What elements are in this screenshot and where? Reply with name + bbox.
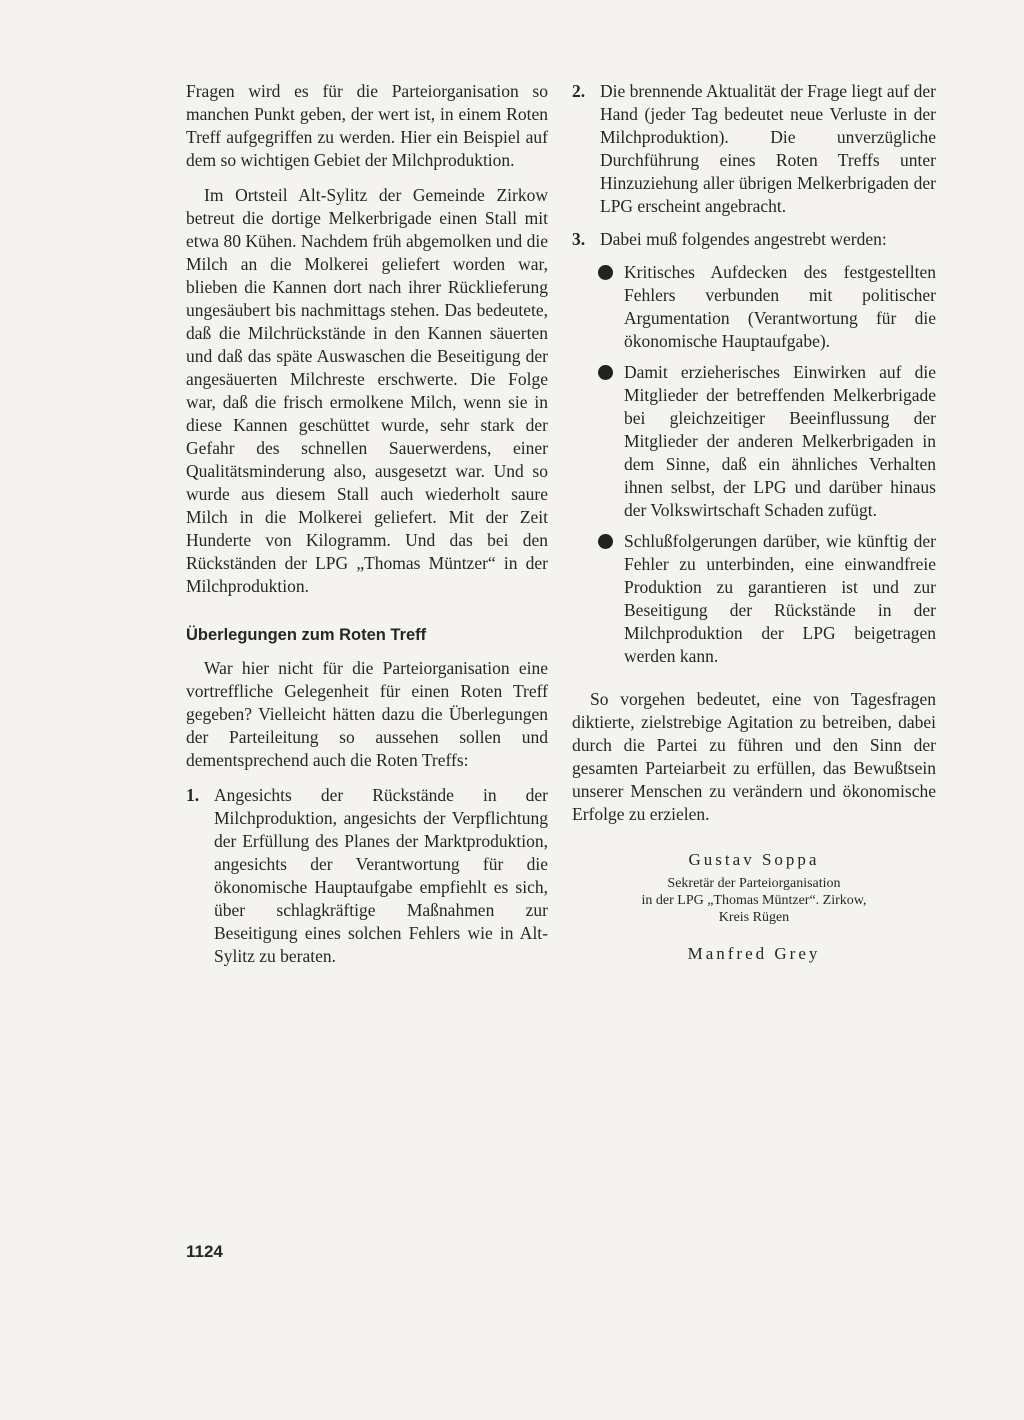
bullet-item xyxy=(598,261,936,353)
numbered-item-2 xyxy=(572,80,936,218)
closing-paragraph: So vorgehen bedeutet, eine von Tagesfragen diktierte, zielstrebige Agitation zu betreiben, dabei durch die Partei zu führen und den Sinn der gesamten Parteiarbeit zu erfüllen, das Bewußtsein unserer Menschen zu verändern und ökonomische Erfolge zu erzielen. xyxy=(572,689,936,824)
author-role-line: Kreis Rügen xyxy=(718,910,790,925)
page-number: 1124 xyxy=(186,1242,223,1261)
item-text: Dabei muß folgendes angestrebt werden: xyxy=(600,229,887,249)
paragraph-intro: Fragen wird es für die Parteiorganisation so manchen Punkt geben, der wert ist, in einem Roten Treff aufgegriffen zu werden. Hier ein Beispiel auf dem so wichtigen Gebiet der Milchproduktion. xyxy=(186,81,548,170)
bullet-text: Kritisches Aufdecken des festgestellten Fehlers verbunden mit politischer Argumentation (Verantwortung für die ökonomische Hauptaufgabe). xyxy=(624,262,936,351)
right-column xyxy=(572,80,936,969)
paragraph-example: Im Ortsteil Alt-Sylitz der Gemeinde Zirkow betreut die dortige Melkerbrigade einen Stall mit etwa 80 Kühen. Nachdem früh abgemolken und die Milch an die Molkerei geliefert worden war, blieben die Kannen dort nach ihrer Rücklieferung ungesäubert bis nachmittags stehen. Das bedeutete, daß die Milchrückstände in den Kannen säuerten und daß das späte Auswaschen die Beseitigung der angesäuerten Milchreste erschwerte. Die Folge war, daß die frisch ermolkene Milch, wenn sie in diese Kannen geschüttet wurde, sehr stark der Gefahr des schnellen Sauerwerdens, einer Qualitätsminderung also, ausgesetzt war. Und so wurde aus diesem Stall auch wiederholt saure Milch in die Molkerei geliefert. Mit der Zeit Hunderte von Kilogramm. Und das bei den Rückständen der LPG „Thomas Müntzer“ in der Milchproduktion. xyxy=(186,185,548,596)
author-role-line: in der LPG „Thomas Müntzer“. Zirkow, xyxy=(641,893,867,908)
bullet-item xyxy=(598,530,936,668)
bullet-icon xyxy=(598,530,624,668)
bullet-icon xyxy=(598,361,624,522)
author-affiliation xyxy=(572,875,936,926)
item-text: Die brennende Aktualität der Frage liegt auf der Hand (jeder Tag bedeutet neue Verluste in der Milchproduktion). Die unverzügliche Durchführung eines Roten Treffs unter Hinzuziehung aller übrigen Melkerbrigaden der LPG erscheint angebracht. xyxy=(600,81,936,216)
author-name: Manfred Grey xyxy=(687,944,821,963)
bullet-text: Schlußfolgerungen darüber, wie künftig der Fehler zu unterbinden, eine einwandfreie Produktion zu garantieren ist und zur Beseitigung der Rückstände in der Milchproduktion der LPG beigetragen werden kann. xyxy=(624,531,936,666)
item-number: 3. xyxy=(572,229,586,249)
author-name: Gustav Soppa xyxy=(688,850,820,869)
numbered-item-3 xyxy=(572,228,936,251)
bullet-text: Damit erzieherisches Einwirken auf die Mitglieder der betreffenden Melkerbrigade bei gleichzeitiger Beeinflussung der Mitglieder der anderen Melkerbrigaden in dem Sinne, daß ein ähnliches Verhalten ihnen selbst, der LPG und darüber hinaus der Volkswirtschaft Schaden zufügt. xyxy=(624,362,936,520)
section-heading: Überlegungen zum Roten Treff xyxy=(186,626,427,644)
paragraph-question: War hier nicht für die Parteiorganisation eine vortreffliche Gelegenheit für einen Roten Treff gegeben? Vielleicht hätten dazu die Überlegungen der Parteileitung so aussehen sollen und dementsprechend auch die Roten Treffs: xyxy=(186,658,548,770)
item-text: Angesichts der Rückstände in der Milchproduktion, angesichts der Verpflichtung der Erfüllung des Planes der Marktproduktion, angesichts der Verantwortung für die ökonomische Hauptaufgabe empfiehlt es sich, über schlagkräftige Maßnahmen zur Beseitigung eines solchen Fehlers wie in Alt-Sylitz zu beraten. xyxy=(214,785,548,966)
numbered-item-1 xyxy=(186,784,548,968)
left-column xyxy=(186,80,548,978)
item-number: 2. xyxy=(572,81,586,101)
bullet-icon xyxy=(598,261,624,353)
item-number: 1. xyxy=(186,785,200,805)
bullet-item xyxy=(598,361,936,522)
author-role-line: Sekretär der Parteiorganisation xyxy=(667,876,841,891)
